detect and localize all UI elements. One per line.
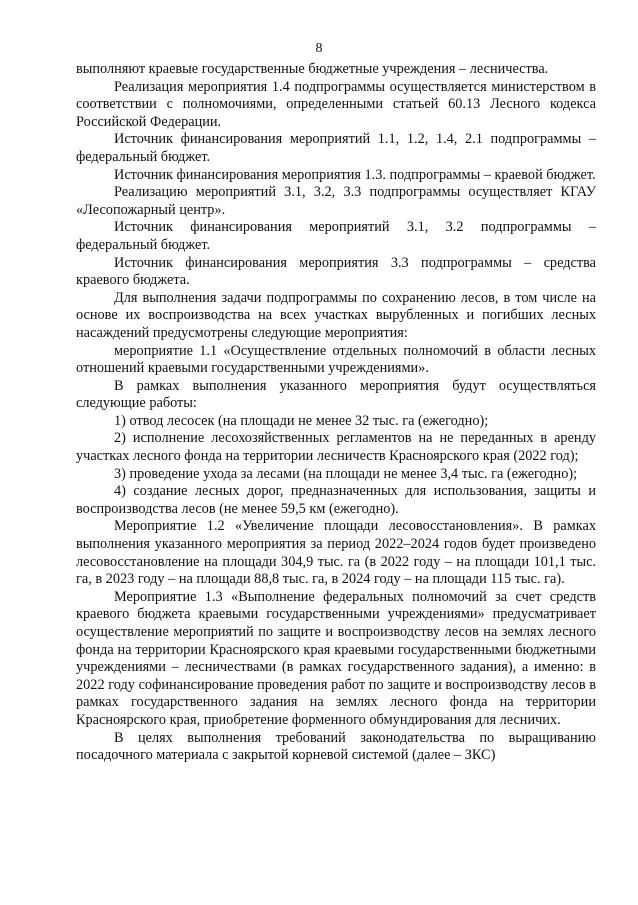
paragraph: Реализация мероприятия 1.4 подпрограммы осуществляется министерством в соответствии с полномочиями, определенными статьей 60.13 Лесного кодекса Российской Федерации. bbox=[76, 78, 596, 130]
paragraph: Реализацию мероприятий 3.1, 3.2, 3.3 подпрограммы осуществляет КГАУ «Лесопожарный центр». bbox=[76, 184, 596, 218]
paragraph: выполняют краевые государственные бюджетные учреждения – лесничества. bbox=[76, 61, 549, 77]
paragraph: Источник финансирования мероприятий 1.1, 1.2, 1.4, 2.1 подпрограммы – федеральный бюджет. bbox=[76, 131, 596, 165]
paragraph: В рамках выполнения указанного мероприятия будут осуществляться следующие работы: bbox=[76, 377, 596, 412]
paragraph: мероприятие 1.1 «Осуществление отдельных полномочий в области лесных отношений краевыми государственными учреждениями». bbox=[76, 342, 596, 377]
page-number: 8 bbox=[315, 41, 323, 56]
paragraph: Источник финансирования мероприятий 3.1, 3.2 подпрограммы – федеральный бюджет. bbox=[76, 219, 596, 253]
paragraph: Для выполнения задачи подпрограммы по сохранению лесов, в том числе на основе их воспроизводства на всех участках вырубленных и погибших лесных насаждений предусмотрены следующие мероприятия: bbox=[76, 289, 596, 341]
list-item: 1) отвод лесосек (на площади не менее 32 тыс. га (ежегодно); bbox=[114, 412, 489, 429]
list-item: 3) проведение ухода за лесами (на площади не менее 3,4 тыс. га (ежегодно); bbox=[114, 465, 578, 482]
paragraph: Мероприятие 1.3 «Выполнение федеральных полномочий за счет средств краевого бюджета краевыми государственными учреждениями» предусматривает осуществление мероприятий по защите и воспроизводству лесов на землях лесного фонда на территории Красноярского края краевыми государственными бюджетными учреждениями – лесничествами (в рамках государственного задания), а именно: в 2022 году софинансирование проведения работ по защите и воспроизводству лесов в рамках государственного задания на землях лесного фонда на территории Красноярского края, приобретение форменного обмундирования для лесничих. bbox=[76, 588, 596, 728]
paragraph: В целях выполнения требований законодательства по выращиванию посадочного материала с закрытой корневой системой (далее – ЗКС) bbox=[76, 729, 596, 764]
list-item: 2) исполнение лесохозяйственных регламентов на не переданных в аренду участках лесного фонда на территории лесничеств Красноярского края (2022 год); bbox=[76, 430, 596, 465]
document-body bbox=[76, 61, 596, 765]
paragraph: Мероприятие 1.2 «Увеличение площади лесовосстановления». В рамках выполнения указанного мероприятия за период 2022–2024 годов будет произведено лесовосстановление на площади 304,9 тыс. га (в 2022 году – на площади 101,1 тыс. га, в 2023 году – на площади 88,8 тыс. га, в 2024 году – на площади 115 тыс. га). bbox=[76, 518, 596, 588]
paragraph: Источник финансирования мероприятия 1.3. подпрограммы – краевой бюджет. bbox=[114, 166, 596, 183]
list-item: 4) создание лесных дорог, предназначенных для использования, защиты и воспроизводства лесов (не менее 59,5 км (ежегодно). bbox=[76, 483, 596, 517]
paragraph: Источник финансирования мероприятия 3.3 подпрограммы – средства краевого бюджета. bbox=[76, 254, 596, 289]
